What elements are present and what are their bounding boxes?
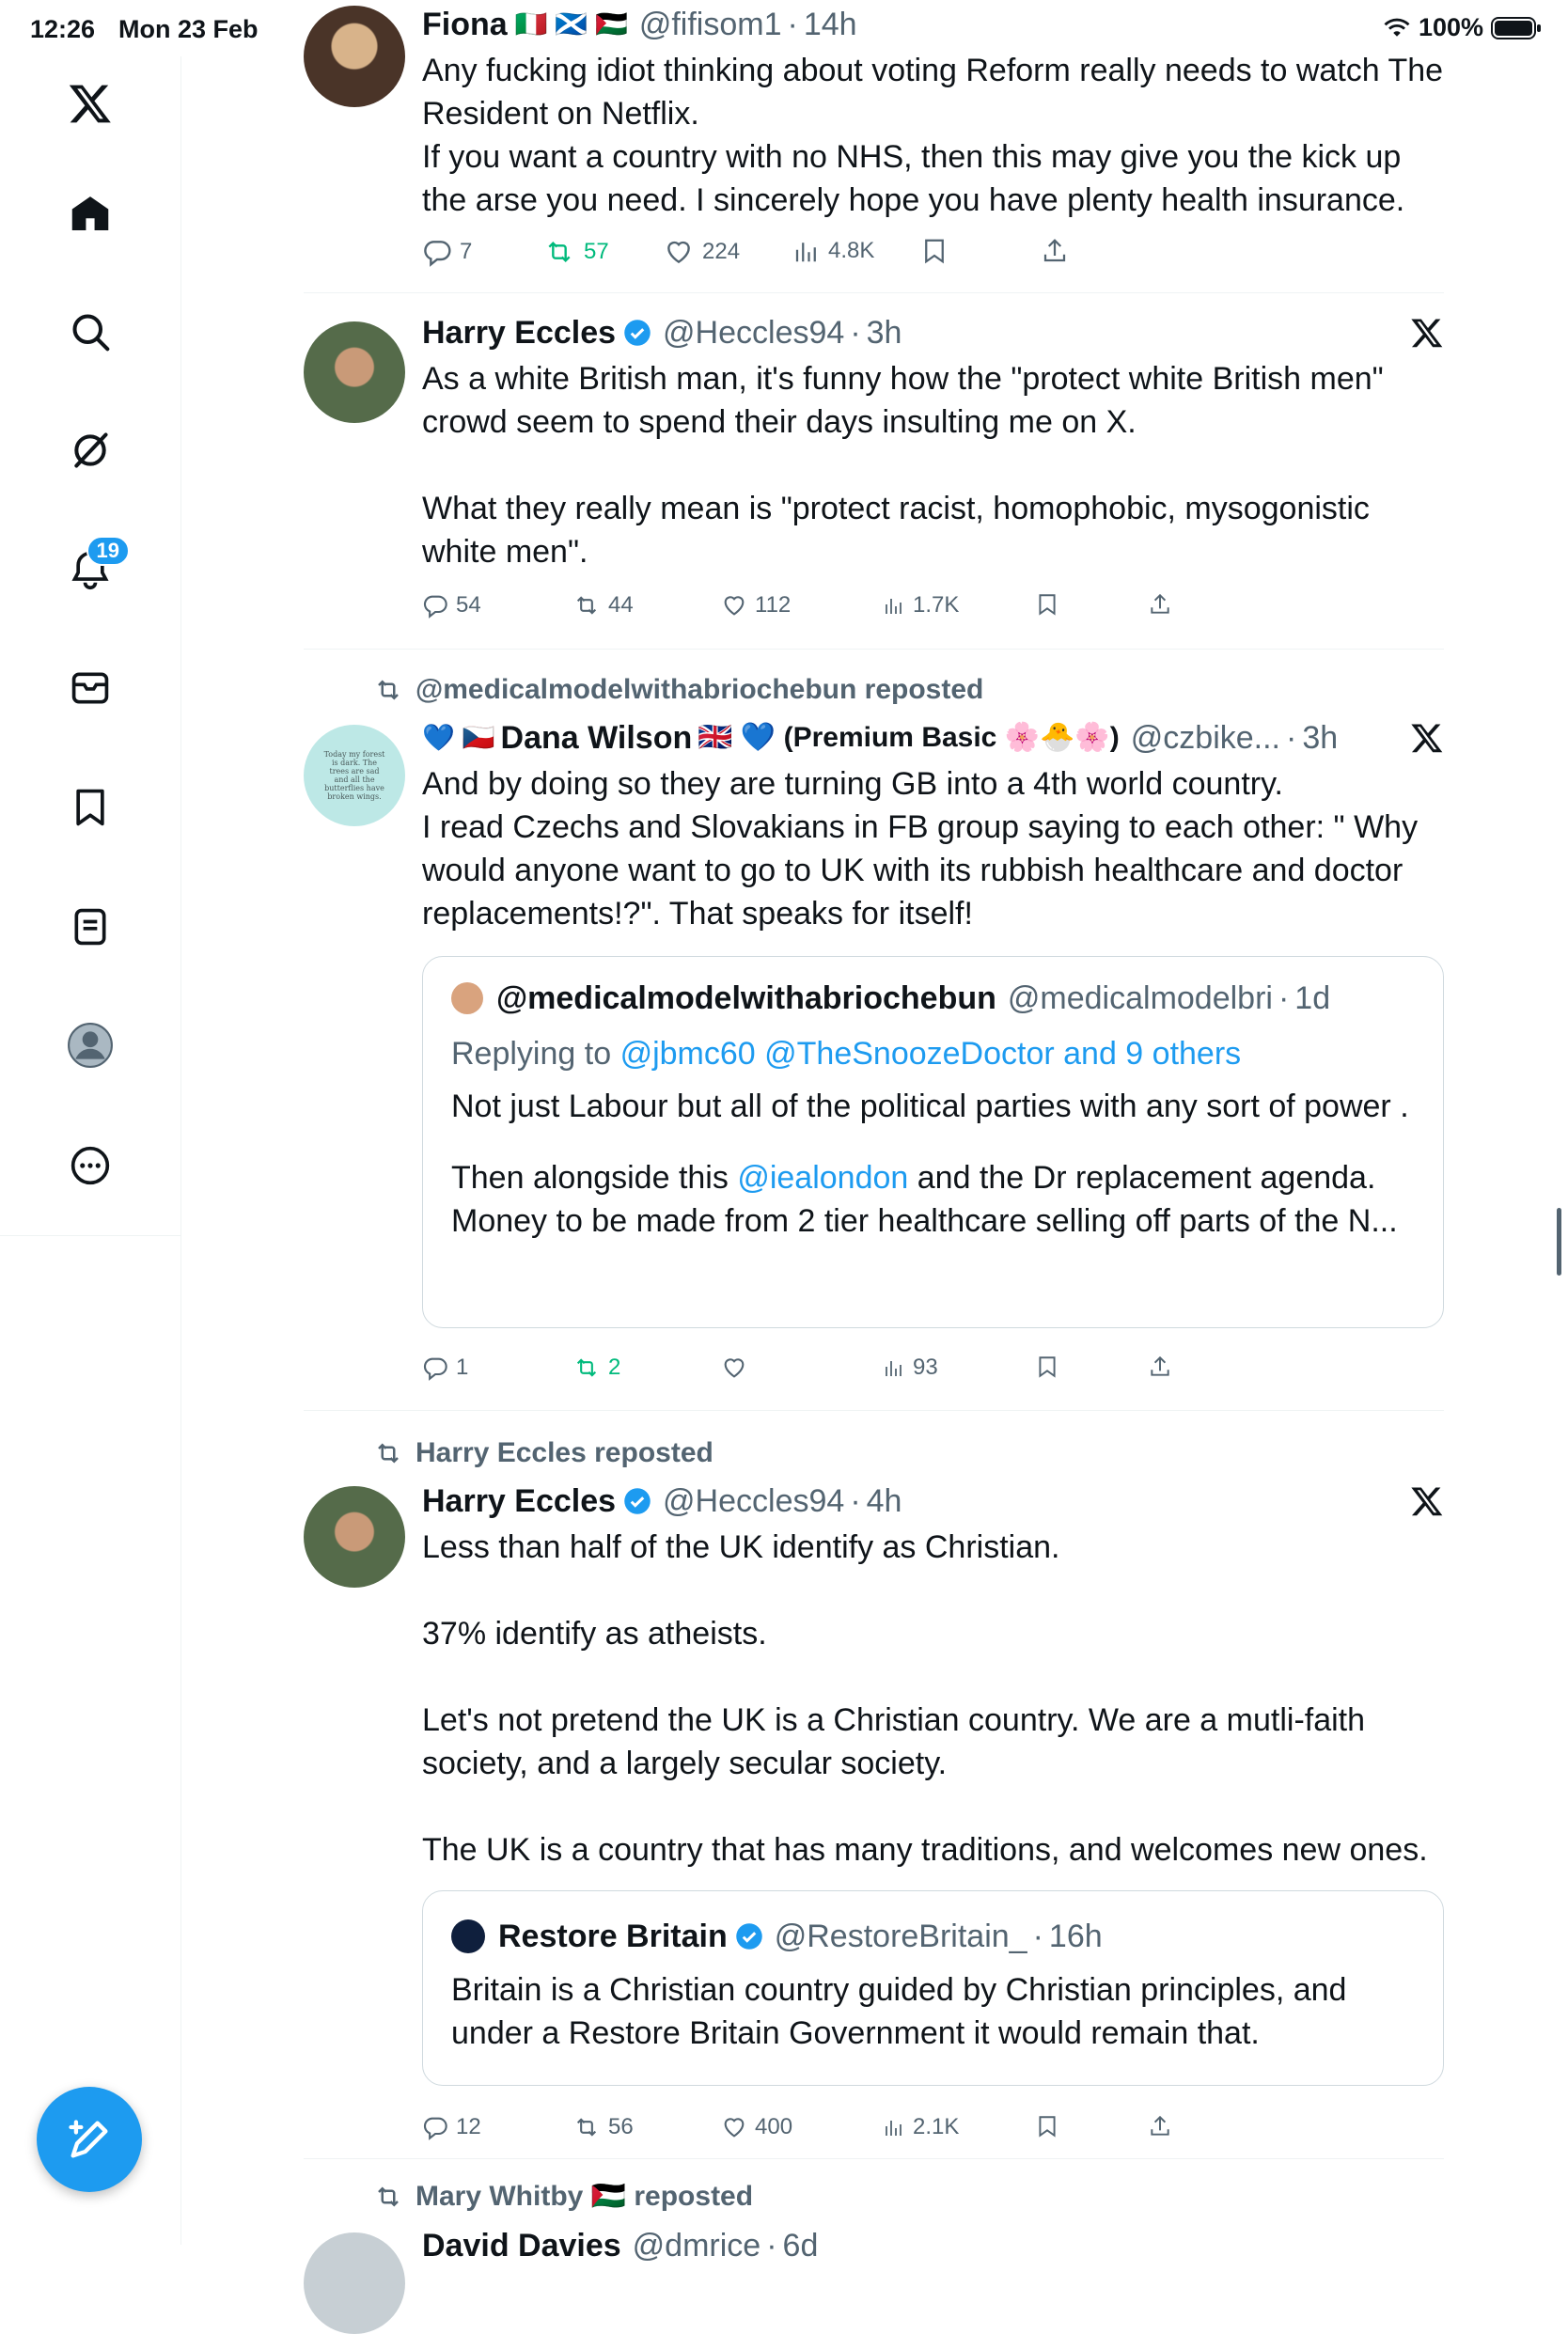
avatar-text: Today my forest is dark. The trees are sad and all the butterflies have broken wings.: [323, 750, 385, 801]
quote-time: 16h: [1048, 1919, 1103, 1954]
share-button[interactable]: [1041, 237, 1069, 265]
bookmark-button[interactable]: [1035, 592, 1059, 617]
avatar[interactable]: [304, 6, 405, 107]
grok-icon: [70, 430, 111, 471]
reply-count: 7: [460, 239, 473, 264]
tweet-text: And by doing so they are turning GB into a 4th world country. I read Czechs and Slovakians in FB group saying to each other: " Why would anyone want to go to UK with its rubbish healthcare and doctor replacements!?". That speaks for itself!: [422, 766, 1419, 932]
nav-grok[interactable]: [62, 422, 118, 478]
repost-count: 44: [608, 592, 634, 618]
quoted-tweet[interactable]: [422, 956, 1444, 1328]
heart-icon: [663, 237, 695, 267]
views-button[interactable]: [792, 237, 874, 265]
like-button[interactable]: [721, 1355, 755, 1381]
mention-link[interactable]: @iealondon: [737, 1160, 909, 1196]
bookmark-icon: [1035, 1355, 1059, 1379]
quote-author-handle[interactable]: @RestoreBritain_: [774, 1919, 1027, 1954]
author-handle[interactable]: @dmrice: [632, 2228, 761, 2264]
like-button[interactable]: [721, 2114, 792, 2140]
reply-count: 12: [456, 2114, 481, 2139]
quote-author-name[interactable]: Restore Britain: [498, 1919, 728, 1954]
tweet-header: [422, 312, 1444, 353]
dot-separator: ·: [1032, 1919, 1043, 1954]
x-source-icon: [1410, 721, 1444, 755]
bookmark-button[interactable]: [1035, 2114, 1059, 2138]
search-icon: [70, 311, 111, 352]
repost-label[interactable]: Mary Whitby 🇵🇸 reposted: [416, 2181, 754, 2212]
reply-icon: [422, 2114, 448, 2140]
tweet-header: [422, 2225, 1444, 2266]
dot-separator: ·: [1286, 720, 1297, 756]
quote-header: [451, 1916, 1415, 1957]
scrollbar[interactable]: [1557, 1208, 1561, 1276]
bookmark-icon: [70, 787, 111, 828]
notifications-badge: 19: [86, 536, 130, 566]
quote-time: 1d: [1294, 980, 1331, 1016]
views-count: 93: [913, 1355, 938, 1380]
nav-search[interactable]: [62, 304, 118, 360]
tweet-header: [422, 717, 1444, 759]
nav-profile[interactable]: [62, 1017, 118, 1073]
views-count: 4.8K: [828, 238, 875, 263]
dot-separator: ·: [850, 1483, 861, 1519]
repost-button[interactable]: [572, 1355, 620, 1381]
repost-icon: [572, 592, 601, 619]
heart-icon: [721, 592, 747, 619]
quote-text-continued: [451, 1156, 1415, 1243]
repost-icon: [372, 1439, 404, 1467]
reply-button[interactable]: [422, 592, 481, 619]
quote-avatar[interactable]: [451, 982, 483, 1014]
views-button[interactable]: [883, 1355, 938, 1381]
nav-messages[interactable]: [62, 660, 118, 716]
repost-indicator: [372, 674, 983, 706]
dot-separator: ·: [787, 7, 798, 42]
status-time: 12:26: [30, 15, 96, 43]
tweet-time[interactable]: 3h: [1302, 720, 1339, 756]
quoted-tweet[interactable]: [422, 1890, 1444, 2086]
tweet-actions: [422, 2114, 1444, 2152]
views-chart-icon: [883, 594, 905, 617]
tweet-actions: [422, 237, 1444, 274]
quote-avatar[interactable]: [451, 1919, 485, 1953]
tweet[interactable]: [304, 293, 1444, 649]
author-handle[interactable]: @czbike...: [1130, 720, 1280, 756]
reply-count: 1: [456, 1355, 469, 1380]
dot-separator: ·: [766, 2228, 777, 2264]
battery-icon: [1491, 16, 1542, 40]
repost-count: 56: [608, 2114, 634, 2139]
replying-to: [451, 1032, 1415, 1075]
tweet[interactable]: [304, 1411, 1444, 2157]
mail-icon: [70, 667, 111, 709]
nav-notifications[interactable]: [62, 541, 118, 598]
tweet-text: As a white British man, it's funny how the "protect white British men" crowd seem to spend their days insulting me on X. What they really mean is "protect racist, homophobic, mysogonistic white men".: [422, 361, 1384, 570]
heart-icon: [721, 2114, 747, 2140]
quote-header: [451, 978, 1415, 1019]
repost-icon: [542, 237, 576, 267]
x-logo-icon: [68, 81, 113, 126]
home-icon: [70, 194, 111, 235]
tweet-time[interactable]: 14h: [803, 7, 857, 42]
share-icon: [1148, 2114, 1172, 2138]
avatar[interactable]: [304, 321, 405, 423]
views-chart-icon: [792, 237, 821, 265]
nav-home[interactable]: [62, 186, 118, 243]
tweet-time[interactable]: 4h: [866, 1483, 902, 1519]
share-icon: [1148, 1355, 1172, 1379]
status-date: Mon 23 Feb: [118, 15, 259, 43]
heart-icon: [721, 1355, 747, 1381]
tweet[interactable]: [304, 2159, 1444, 2264]
author-name[interactable]: Harry Eccles: [422, 1483, 617, 1519]
avatar[interactable]: [304, 1486, 405, 1588]
quote-text: Not just Labour but all of the political parties with any sort of power .: [451, 1089, 1409, 1124]
like-count: 112: [755, 592, 792, 618]
x-source-icon: [1410, 1484, 1444, 1518]
author-name[interactable]: Dana Wilson: [500, 720, 693, 756]
views-count: 2.1K: [913, 2114, 960, 2139]
name-prefix-emoji: 💙 🇨🇿: [422, 723, 495, 752]
repost-label[interactable]: @medicalmodelwithabriochebun reposted: [416, 674, 984, 705]
sidebar-divider: [0, 1235, 180, 1236]
repost-label[interactable]: Harry Eccles reposted: [416, 1437, 713, 1468]
repost-icon: [372, 676, 404, 704]
nav-bookmarks[interactable]: [62, 779, 118, 836]
verified-badge-icon: [623, 1487, 651, 1515]
x-source-icon: [1410, 316, 1444, 350]
like-button[interactable]: [663, 237, 740, 267]
compose-feather-icon: [65, 2115, 114, 2164]
tweet-header: [422, 1480, 1444, 1522]
compose-post-button[interactable]: [37, 2087, 142, 2192]
views-chart-icon: [883, 2116, 905, 2138]
reply-count: 54: [456, 592, 481, 618]
quote-text-pre: Then alongside this: [451, 1160, 738, 1196]
reply-button[interactable]: [422, 237, 472, 267]
tweet-text: Less than half of the UK identify as Christian. 37% identify as atheists. Let's not pretend the UK is a Christian country. We are a mutli-faith society, and a largely secular society. The UK is a country that has many traditions, and welcomes new ones.: [422, 1529, 1428, 1868]
tweet[interactable]: [304, 0, 1444, 291]
author-name[interactable]: Harry Eccles: [422, 315, 617, 351]
tweet-time[interactable]: 3h: [866, 315, 902, 351]
tweet-actions: [422, 1355, 1444, 1392]
bookmark-icon: [1035, 2114, 1059, 2138]
profile-avatar-icon: [67, 1022, 114, 1069]
repost-indicator: [372, 1437, 713, 1469]
share-button[interactable]: [1148, 2114, 1172, 2138]
share-icon: [1041, 237, 1069, 265]
more-circle-icon: [70, 1145, 111, 1186]
verified-badge-icon: [623, 319, 651, 347]
verified-badge-icon: [735, 1922, 763, 1950]
avatar[interactable]: [304, 725, 405, 826]
repost-count: 57: [584, 239, 609, 264]
reply-icon: [422, 237, 452, 267]
bookmark-icon: [1035, 592, 1059, 617]
sidebar: [0, 56, 181, 2245]
tweet[interactable]: [304, 650, 1444, 1409]
tweet-header: [422, 4, 1444, 45]
tweet-text: Any fucking idiot thinking about voting Reform really needs to watch The Resident on Netflix. If you want a country with no NHS, then this may give you the kick up the arse you need. I sincerely hope you have plenty health insurance.: [422, 53, 1444, 218]
like-count: 224: [702, 239, 741, 264]
x-logo-button[interactable]: [62, 75, 118, 132]
quote-author-handle[interactable]: @medicalmodelbri: [1007, 980, 1273, 1016]
quote-text-post: and the Dr replacement agenda. Money to be made from 2 tier healthcare selling off parts of the N...: [451, 1160, 1398, 1239]
repost-icon: [372, 2183, 404, 2211]
like-button[interactable]: [721, 592, 791, 619]
battery-percent: 100%: [1418, 13, 1483, 41]
reply-button[interactable]: [422, 2114, 481, 2140]
tweet-actions: [422, 592, 1444, 630]
reply-icon: [422, 1355, 448, 1381]
author-handle[interactable]: @Heccles94: [663, 315, 845, 351]
share-button[interactable]: [1148, 1355, 1172, 1379]
views-button[interactable]: [883, 592, 959, 619]
bookmark-button[interactable]: [1035, 1355, 1059, 1379]
author-handle[interactable]: @Heccles94: [663, 1483, 845, 1519]
nav-more[interactable]: [62, 1137, 118, 1194]
views-count: 1.7K: [913, 592, 960, 618]
repost-button[interactable]: [572, 592, 634, 619]
reply-button[interactable]: [422, 1355, 468, 1381]
views-chart-icon: [883, 1356, 905, 1379]
dot-separator: ·: [850, 315, 861, 351]
repost-button[interactable]: [572, 2114, 634, 2140]
repost-icon: [572, 2114, 601, 2140]
repost-icon: [572, 1355, 601, 1381]
dot-separator: ·: [1278, 980, 1290, 1016]
bookmark-icon: [920, 237, 949, 265]
like-count: 400: [755, 2114, 793, 2139]
repost-indicator: [372, 2180, 753, 2213]
quote-text: Britain is a Christian country guided by Christian principles, and under a Restore Britain Government it would remain that.: [451, 1972, 1356, 2051]
share-button[interactable]: [1148, 592, 1172, 617]
nav-lists[interactable]: [62, 899, 118, 955]
repost-count: 2: [608, 1355, 621, 1380]
author-name[interactable]: David Davies: [422, 2228, 621, 2264]
replying-to-handles[interactable]: @jbmc60 @TheSnoozeDoctor and 9 others: [619, 1036, 1242, 1072]
name-suffix: 🇬🇧 💙 (Premium Basic 🌸🐣🌸): [698, 722, 1120, 753]
share-icon: [1148, 592, 1172, 617]
quote-author-name[interactable]: @medicalmodelwithabriochebun: [496, 980, 996, 1016]
author-flags: 🇮🇹 🏴󠁧󠁢󠁳󠁣󠁴󠁿 🇵🇸: [514, 9, 628, 39]
bookmark-button[interactable]: [920, 237, 949, 265]
tweet-time[interactable]: 6d: [782, 2228, 819, 2264]
repost-button[interactable]: [542, 237, 609, 267]
views-button[interactable]: [883, 2114, 959, 2140]
reply-icon: [422, 592, 448, 619]
author-name[interactable]: Fiona: [422, 7, 508, 42]
author-handle[interactable]: @fifisom1: [638, 7, 782, 42]
avatar[interactable]: [304, 2232, 405, 2334]
replying-prefix: Replying to: [451, 1036, 612, 1072]
list-icon: [70, 906, 111, 948]
